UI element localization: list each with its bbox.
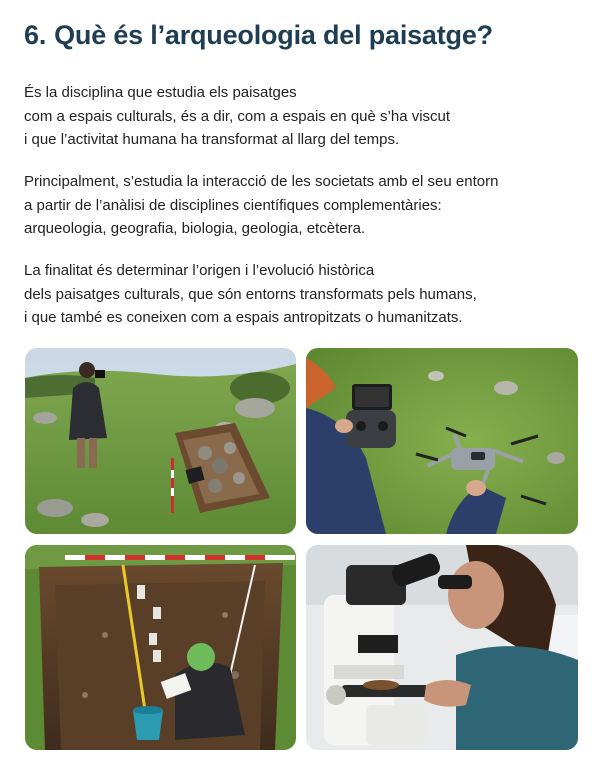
paragraph-line: a partir de l’anàlisi de disciplines científiques complementàries:	[24, 196, 442, 214]
page-title	[24, 20, 493, 51]
paragraph-line: És la disciplina que estudia els paisatges	[24, 84, 297, 101]
section-number: 6.	[24, 20, 47, 50]
paragraph-methods	[24, 170, 498, 241]
paragraph-line: com a espais culturals, és a dir, com a espais en què s’ha viscut	[24, 107, 451, 125]
paragraph-line: i que també es coneixen com a espais antropitzats o humanitzats.	[24, 309, 463, 326]
paragraph-line: arqueologia, geografia, biologia, geologia, etcètera.	[24, 220, 366, 237]
section-title: Què és l’arqueologia del paisatge?	[54, 20, 493, 50]
photo-drone-survey	[306, 348, 578, 534]
paragraph-line: dels paisatges culturals, que són entorns transformats pels humans,	[24, 285, 477, 303]
paragraph-line: La finalitat és determinar l’origen i l’evolució històrica	[24, 262, 375, 279]
photo-excavation-site	[25, 348, 296, 534]
photo-microscope-lab	[306, 545, 578, 750]
photo-soil-pit	[25, 545, 296, 750]
paragraph-definition	[24, 81, 450, 152]
paragraph-line: Principalment, s’estudia la interacció de les societats amb el seu entorn	[24, 173, 499, 190]
paragraph-line: i que l’activitat humana ha transformat al llarg del temps.	[24, 131, 400, 148]
paragraph-purpose	[24, 259, 477, 330]
